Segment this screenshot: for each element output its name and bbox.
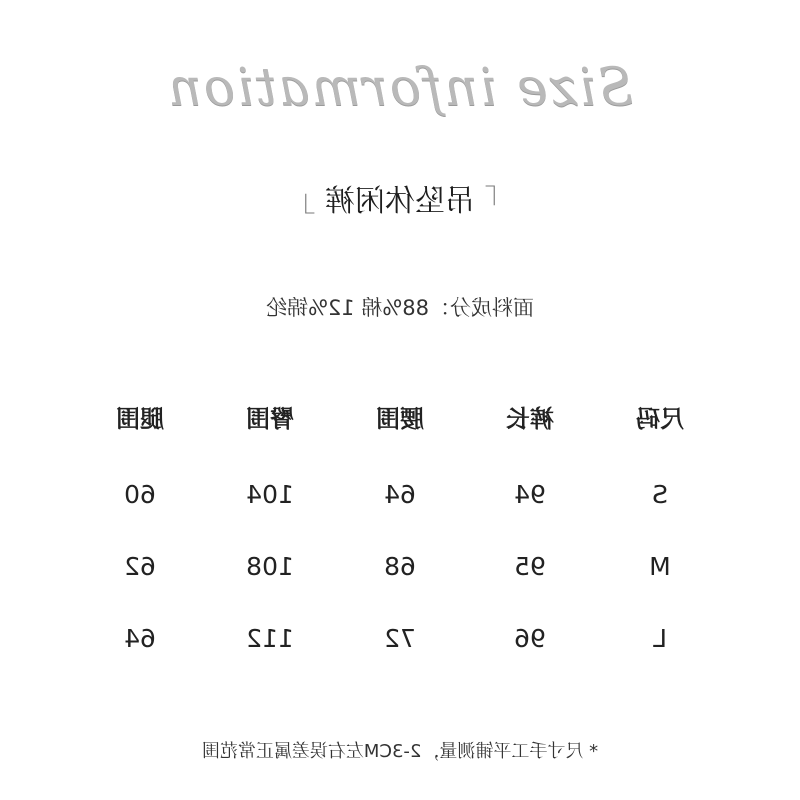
cell-size: S <box>652 479 668 509</box>
column-header-thigh: 腿围 <box>116 404 164 433</box>
cell-size: L <box>653 623 667 653</box>
cell-length: 94 <box>514 479 546 509</box>
cell-length: 96 <box>514 623 546 653</box>
bracket-open: 「 <box>484 184 515 219</box>
table-row <box>75 602 725 674</box>
cell-waist: 64 <box>384 479 416 509</box>
table-row <box>75 458 725 530</box>
table-header-row <box>75 390 725 442</box>
product-title <box>0 176 800 220</box>
column-header-waist: 腰围 <box>376 404 424 433</box>
material-label: 面料成分： <box>429 296 535 320</box>
cell-thigh: 62 <box>124 551 156 581</box>
cell-thigh: 60 <box>124 479 156 509</box>
cell-thigh: 64 <box>124 623 156 653</box>
column-header-length: 裤长 <box>506 404 554 433</box>
material-value: 88%棉 12%锦纶 <box>265 296 430 320</box>
size-table <box>75 390 725 674</box>
table-row <box>75 530 725 602</box>
script-title: Size information <box>166 58 634 118</box>
cell-waist: 68 <box>384 551 416 581</box>
column-header-hip: 臀围 <box>246 404 294 433</box>
material-composition <box>0 292 800 322</box>
cell-hip: 108 <box>246 551 294 581</box>
bracket-close: 」 <box>285 184 316 219</box>
cell-size: M <box>649 551 671 581</box>
measurement-note: * 尺寸手工平铺测量，2-3CM左右误差属正常范围 <box>201 741 599 762</box>
cell-hip: 104 <box>246 479 294 509</box>
column-header-size: 尺码 <box>636 404 684 433</box>
cell-waist: 72 <box>384 623 416 653</box>
product-name: 吊坠休闲裤 <box>325 184 475 219</box>
cell-length: 95 <box>514 551 546 581</box>
cell-hip: 112 <box>246 623 294 653</box>
